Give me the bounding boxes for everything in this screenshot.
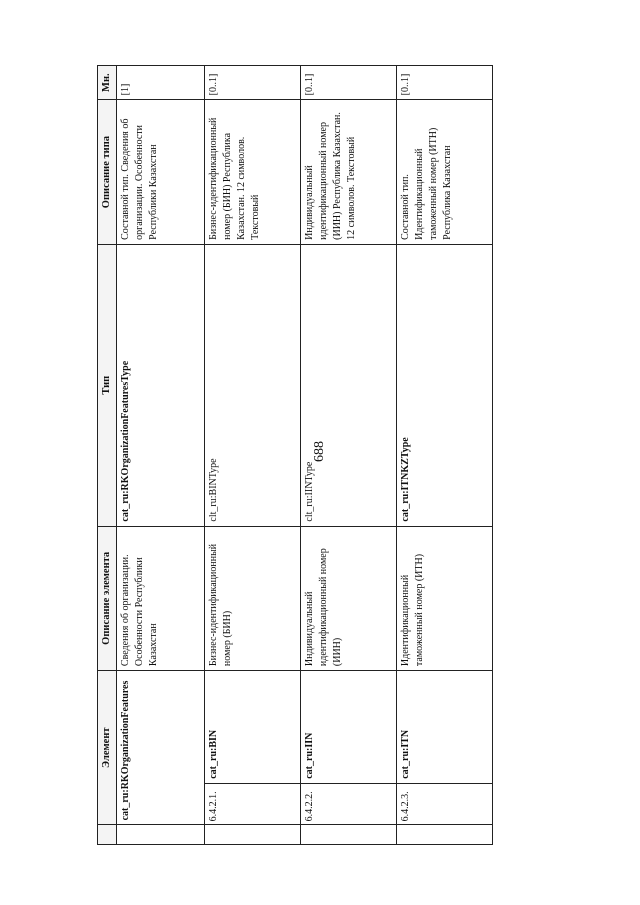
- cell-type: cat_ru:ITNKZType: [397, 244, 493, 526]
- header-type: Тип: [98, 244, 117, 526]
- table-row: [301, 66, 397, 845]
- table-row: [397, 66, 493, 845]
- cell-element: cat_ru:BIN: [205, 671, 301, 784]
- cell-element-description: Индивидуальный идентификационный номер (ИИН): [301, 526, 397, 671]
- header-multiplicity: Мн.: [98, 66, 117, 100]
- cell-blank: [117, 825, 205, 845]
- element-table: [97, 65, 493, 845]
- cell-row-number: 6.4.2.3.: [397, 783, 493, 825]
- rotated-table-wrapper: [97, 65, 453, 845]
- cell-parent-element: cat_ru:RKOrganizationFeatures: [117, 671, 205, 825]
- cell-row-number: 6.4.2.1.: [205, 783, 301, 825]
- cell-multiplicity: [0..1]: [205, 66, 301, 100]
- cell-blank: [397, 825, 493, 845]
- cell-parent-multiplicity: [1]: [117, 66, 205, 100]
- cell-element-description: Бизнес-идентификационный номер (БИН): [205, 526, 301, 671]
- cell-element: cat_ru:ITN: [397, 671, 493, 784]
- cell-multiplicity: [0..1]: [397, 66, 493, 100]
- table-header-row: [98, 66, 117, 845]
- cell-parent-type-description: Составной тип. Сведения об организации. Особенности Республики Казахстан: [117, 100, 205, 245]
- table-row-parent: [117, 66, 205, 845]
- page-number: 688: [312, 441, 327, 463]
- cell-parent-type: cat_ru:RKOrganizationFeaturesType: [117, 244, 205, 526]
- cell-type-description: Бизнес-идентификационный номер (БИН) Республика Казахстан. 12 символов. Текстовый: [205, 100, 301, 245]
- cell-multiplicity: [0..1]: [301, 66, 397, 100]
- cell-type: clt_ru:BINType: [205, 244, 301, 526]
- cell-blank: [301, 825, 397, 845]
- cell-type-description: Составной тип. Идентификационный таможенный номер (ИТН) Республика Казахстан: [397, 100, 493, 245]
- header-type-description: Описание типа: [98, 100, 117, 245]
- header-element-description: Описание элемента: [98, 526, 117, 671]
- cell-type: clt_ru:IINType: [301, 244, 397, 526]
- cell-row-number: 6.4.2.2.: [301, 783, 397, 825]
- table-row: [205, 66, 301, 845]
- cell-blank: [205, 825, 301, 845]
- cell-element-description: Идентификационный таможенный номер (ИТН): [397, 526, 493, 671]
- header-element: Элемент: [98, 671, 117, 825]
- cell-parent-element-description: Сведения об организации. Особенности Республики Казахстан: [117, 526, 205, 671]
- cell-element: cat_ru:IIN: [301, 671, 397, 784]
- header-blank: [98, 825, 117, 845]
- cell-type-description: Индивидуальный идентификационный номер (ИИН) Республика Казахстан. 12 символов. Текстовый: [301, 100, 397, 245]
